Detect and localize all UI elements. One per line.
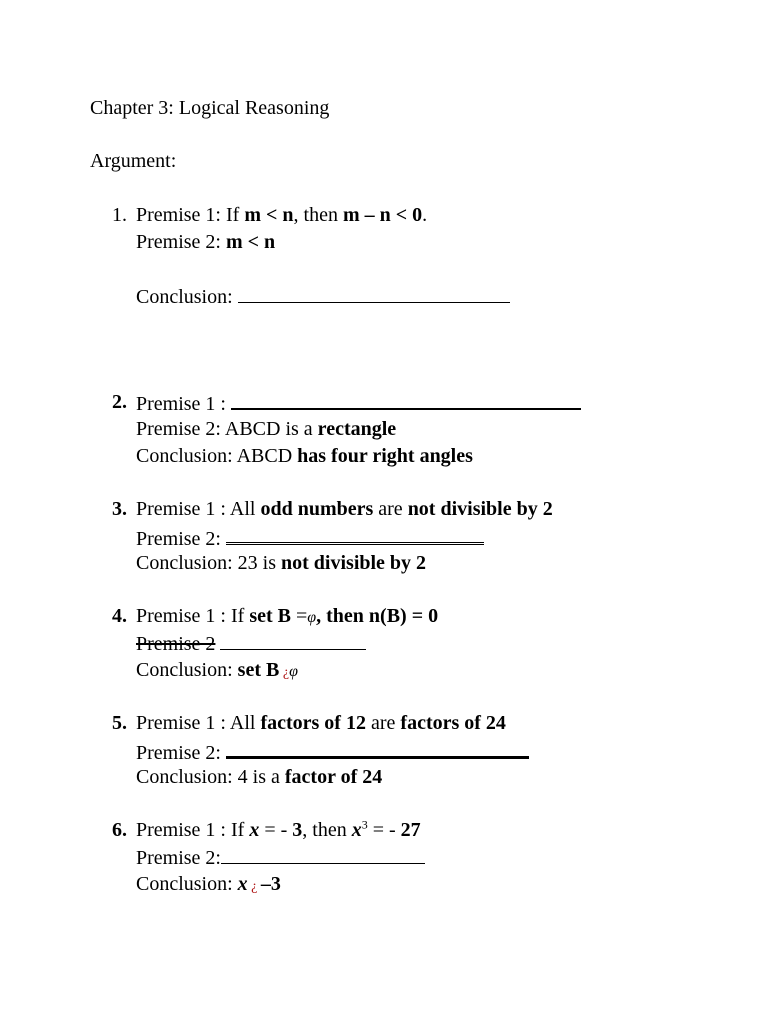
item-4-premise-1 xyxy=(136,604,438,630)
conclusion-label: Conclusion: xyxy=(136,286,238,308)
item-1-premise-2 xyxy=(136,230,275,254)
item-5-conclusion xyxy=(136,765,382,789)
predicate: not divisible by 2 xyxy=(407,498,553,520)
equals-sign: = - xyxy=(259,819,293,841)
result-value: 27 xyxy=(400,819,421,841)
premise-1-blank[interactable] xyxy=(231,390,581,410)
item-6-premise-2 xyxy=(136,845,425,870)
empty-set-symbol: φ xyxy=(307,609,317,626)
premise-label: Premise 2: xyxy=(136,742,226,764)
item-6-number: 6. xyxy=(112,819,127,841)
premise-label: Premise 1 : xyxy=(136,393,231,415)
condition-value: 3 xyxy=(292,819,303,841)
premise-label: Premise 2: xyxy=(136,847,221,869)
equals-sign: = xyxy=(290,605,308,627)
item-5-premise-1 xyxy=(136,711,506,735)
chapter-title: Chapter 3: Logical Reasoning xyxy=(90,97,330,119)
exponent: 3 xyxy=(361,817,368,832)
item-2-premise-2 xyxy=(136,417,396,441)
conclusion-value: not divisible by 2 xyxy=(281,552,427,574)
item-5-premise-2 xyxy=(136,738,529,765)
premise-label: Premise 2: xyxy=(136,231,226,253)
item-3-premise-2 xyxy=(136,524,484,551)
then-word: , then xyxy=(293,204,343,226)
conclusion-label: Conclusion: xyxy=(136,659,238,681)
subject: odd numbers xyxy=(260,498,374,520)
premise-label: Premise 2: xyxy=(136,528,226,550)
premise-2-blank[interactable] xyxy=(221,845,425,864)
premise-label: Premise 1 : If xyxy=(136,819,250,841)
item-4-conclusion xyxy=(136,658,298,685)
then-word: , then xyxy=(316,605,369,627)
item-1-conclusion xyxy=(136,284,510,309)
premise-label: Premise 1 : All xyxy=(136,712,261,734)
premise-label: Premise 1: xyxy=(136,204,226,226)
are-word: are xyxy=(373,498,408,520)
item-1-number: 1. xyxy=(112,204,127,226)
unknown-symbol: ¿ xyxy=(279,665,290,680)
item-5-number: 5. xyxy=(112,712,127,734)
subject: factors of 12 xyxy=(260,712,366,734)
conclusion-value: has four right angles xyxy=(297,445,473,467)
premise-value: m < n xyxy=(226,231,276,253)
item-2-conclusion xyxy=(136,444,473,468)
conclusion-value: factor of 24 xyxy=(284,766,383,788)
unknown-symbol: ¿ xyxy=(247,879,261,894)
premise-label: Premise 1 : If xyxy=(136,605,250,627)
conclusion-blank[interactable] xyxy=(238,284,510,303)
result: m – n < 0 xyxy=(342,204,423,226)
item-3-premise-1 xyxy=(136,497,553,521)
item-4-number: 4. xyxy=(112,605,127,627)
if-word: If xyxy=(226,204,245,226)
item-3-conclusion xyxy=(136,551,426,575)
conclusion-label: Conclusion: 23 is xyxy=(136,552,282,574)
premise-label: Premise 2: ABCD is a xyxy=(136,418,318,440)
premise-value: rectangle xyxy=(317,418,397,440)
result: n(B) = 0 xyxy=(368,605,439,627)
set-name: set B xyxy=(249,605,291,627)
item-2-number: 2. xyxy=(112,391,127,413)
premise-label: Premise 1 : All xyxy=(136,498,261,520)
then-word: , then xyxy=(302,819,352,841)
are-word: are xyxy=(365,712,401,734)
premise-label: Premise 2 xyxy=(136,633,216,655)
predicate: factors of 24 xyxy=(400,712,506,734)
period: . xyxy=(422,204,428,226)
item-4-premise-2 xyxy=(136,631,366,656)
variable-x: x xyxy=(249,819,260,841)
item-6-premise-1 xyxy=(136,818,421,842)
conclusion-label: Conclusion: ABCD xyxy=(136,445,298,467)
empty-set-symbol: φ xyxy=(289,663,298,680)
item-1-premise-1 xyxy=(136,203,427,227)
conclusion-label: Conclusion: xyxy=(136,873,238,895)
conclusion-label: Conclusion: 4 is a xyxy=(136,766,285,788)
condition: m < n xyxy=(244,204,294,226)
premise-2-blank[interactable] xyxy=(226,524,484,545)
equals-sign: = - xyxy=(367,819,401,841)
conclusion-value: set B xyxy=(237,659,280,681)
item-3-number: 3. xyxy=(112,498,127,520)
variable-x: x xyxy=(237,873,248,895)
item-6-conclusion xyxy=(136,872,281,899)
variable-x: x xyxy=(351,819,362,841)
item-2-premise-1 xyxy=(136,390,581,416)
premise-2-blank[interactable] xyxy=(226,738,529,759)
premise-2-blank[interactable] xyxy=(220,631,366,650)
argument-label: Argument: xyxy=(90,150,177,172)
conclusion-value: –3 xyxy=(260,873,281,895)
